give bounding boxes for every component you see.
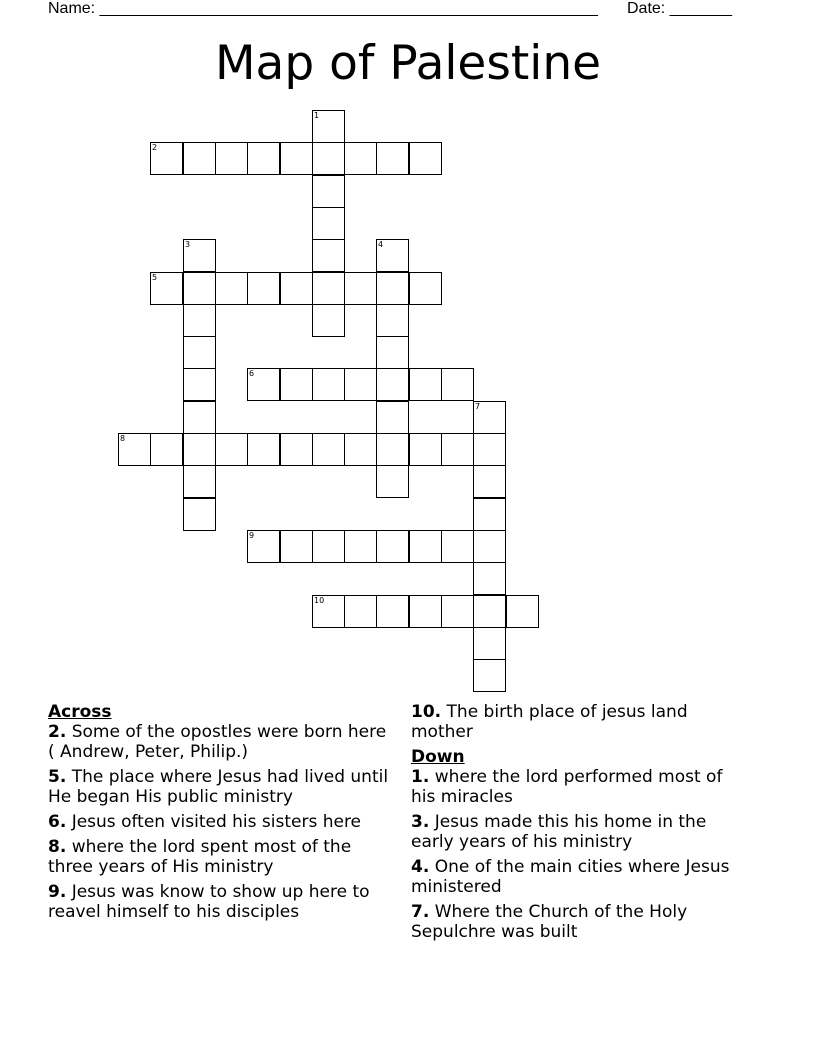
- crossword-cell[interactable]: [183, 142, 216, 175]
- clue-text: where the lord performed most of his miracles: [411, 767, 723, 807]
- clue-across-10: [411, 702, 751, 742]
- crossword-cell[interactable]: [312, 272, 345, 305]
- crossword-cell[interactable]: [344, 433, 377, 466]
- crossword-cell[interactable]: [344, 272, 377, 305]
- clue-down-7: [411, 902, 751, 942]
- crossword-cell[interactable]: [183, 272, 216, 305]
- clue-number: 7.: [411, 902, 430, 922]
- crossword-cell[interactable]: [409, 142, 442, 175]
- crossword-cell[interactable]: [183, 401, 216, 434]
- cell-number: 6: [249, 369, 255, 378]
- clue-text: One of the main cities where Jesus ministered: [411, 857, 730, 897]
- clue-down-1: [411, 767, 751, 807]
- clue-number: 10.: [411, 702, 442, 722]
- clue-across-6: [48, 812, 393, 832]
- crossword-cell[interactable]: [376, 368, 409, 401]
- crossword-cell[interactable]: [312, 433, 345, 466]
- crossword-cell[interactable]: [183, 304, 216, 337]
- crossword-cell[interactable]: [473, 465, 506, 498]
- clue-number: 4.: [411, 857, 430, 877]
- crossword-cell[interactable]: [247, 142, 280, 175]
- crossword-cell[interactable]: [409, 272, 442, 305]
- crossword-cell[interactable]: [409, 530, 442, 563]
- crossword-cell[interactable]: [312, 110, 345, 143]
- crossword-cell[interactable]: [376, 401, 409, 434]
- crossword-cell[interactable]: [312, 142, 345, 175]
- clue-text: The place where Jesus had lived until He began His public ministry: [48, 767, 389, 807]
- across-heading: Across: [48, 702, 112, 722]
- crossword-cell[interactable]: [183, 368, 216, 401]
- clue-down-3: [411, 812, 751, 852]
- crossword-cell[interactable]: [376, 304, 409, 337]
- cell-number: 2: [152, 143, 158, 152]
- crossword-cell[interactable]: [473, 562, 506, 595]
- clue-number: 1.: [411, 767, 430, 787]
- crossword-cell[interactable]: [215, 433, 248, 466]
- crossword-cell[interactable]: [441, 433, 474, 466]
- crossword-cell[interactable]: [312, 530, 345, 563]
- crossword-cell[interactable]: [376, 272, 409, 305]
- crossword-cell[interactable]: [409, 595, 442, 628]
- crossword-cell[interactable]: [312, 595, 345, 628]
- clue-number: 6.: [48, 812, 67, 832]
- cell-number: 1: [314, 111, 320, 120]
- crossword-cell[interactable]: [376, 595, 409, 628]
- clue-number: 2.: [48, 722, 67, 742]
- cell-number: 3: [185, 240, 191, 249]
- crossword-cell[interactable]: [441, 530, 474, 563]
- crossword-cell[interactable]: [473, 498, 506, 531]
- crossword-cell[interactable]: [344, 368, 377, 401]
- cell-number: 5: [152, 273, 158, 282]
- crossword-cell[interactable]: [376, 530, 409, 563]
- crossword-cell[interactable]: [215, 142, 248, 175]
- crossword-cell[interactable]: [150, 272, 183, 305]
- crossword-cell[interactable]: [441, 368, 474, 401]
- crossword-cell[interactable]: [344, 530, 377, 563]
- crossword-cell[interactable]: [473, 433, 506, 466]
- crossword-cell[interactable]: [473, 530, 506, 563]
- clue-text: where the lord spent most of the three years of His ministry: [48, 837, 352, 877]
- clues-right-column: [411, 702, 751, 947]
- clue-text: Some of the opostles were born here ( Andrew, Peter, Philip.): [48, 722, 387, 762]
- crossword-cell[interactable]: [183, 336, 216, 369]
- crossword-cell[interactable]: [312, 304, 345, 337]
- crossword-cell[interactable]: [473, 659, 506, 692]
- crossword-cell[interactable]: [280, 142, 313, 175]
- clue-number: 5.: [48, 767, 67, 787]
- clue-number: 8.: [48, 837, 67, 857]
- page-title: Map of Palestine: [214, 36, 602, 91]
- crossword-cell[interactable]: [344, 595, 377, 628]
- crossword-cell[interactable]: [344, 142, 377, 175]
- cell-number: 10: [314, 596, 325, 605]
- crossword-cell[interactable]: [280, 530, 313, 563]
- crossword-cell[interactable]: [247, 272, 280, 305]
- crossword-cell[interactable]: [376, 433, 409, 466]
- clue-across-5: [48, 767, 393, 807]
- clue-text: Where the Church of the Holy Sepulchre was built: [411, 902, 688, 942]
- clue-down-4: [411, 857, 751, 897]
- clue-across-9: [48, 882, 393, 922]
- crossword-cell[interactable]: [312, 207, 345, 240]
- crossword-cell[interactable]: [376, 239, 409, 272]
- clue-text: The birth place of jesus land mother: [411, 702, 688, 742]
- clue-number: 3.: [411, 812, 430, 832]
- down-heading: Down: [411, 747, 465, 767]
- crossword-cell[interactable]: [183, 498, 216, 531]
- crossword-cell[interactable]: [183, 239, 216, 272]
- clue-number: 9.: [48, 882, 67, 902]
- crossword-cell[interactable]: [506, 595, 539, 628]
- crossword-cell[interactable]: [473, 595, 506, 628]
- crossword-cell[interactable]: [312, 368, 345, 401]
- cell-number: 8: [120, 434, 126, 443]
- crossword-cell[interactable]: [247, 368, 280, 401]
- clue-text: Jesus often visited his sisters here: [71, 812, 362, 832]
- cell-number: 4: [378, 240, 384, 249]
- crossword-cell[interactable]: [312, 239, 345, 272]
- crossword-cell[interactable]: [150, 142, 183, 175]
- crossword-cell[interactable]: [312, 175, 345, 208]
- cell-number: 9: [249, 531, 255, 540]
- crossword-cell[interactable]: [376, 336, 409, 369]
- crossword-cell[interactable]: [409, 368, 442, 401]
- crossword-cell[interactable]: [376, 465, 409, 498]
- crossword-cell[interactable]: [150, 433, 183, 466]
- name-field-line: Name: ________________________________________________________: [48, 0, 598, 17]
- crossword-cell[interactable]: [473, 627, 506, 660]
- date-field-line: Date: _______: [627, 0, 732, 17]
- clue-across-8: [48, 837, 393, 877]
- crossword-cell[interactable]: [280, 433, 313, 466]
- clue-across-2: [48, 722, 393, 762]
- cell-number: 7: [475, 402, 481, 411]
- crossword-cell[interactable]: [183, 465, 216, 498]
- crossword-cell[interactable]: [280, 272, 313, 305]
- crossword-cell[interactable]: [215, 272, 248, 305]
- crossword-cell[interactable]: [280, 368, 313, 401]
- crossword-cell[interactable]: [118, 433, 151, 466]
- crossword-cell[interactable]: [247, 433, 280, 466]
- clue-text: Jesus made this his home in the early years of his ministry: [411, 812, 707, 852]
- crossword-cell[interactable]: [409, 433, 442, 466]
- crossword-cell[interactable]: [441, 595, 474, 628]
- crossword-cell[interactable]: [473, 401, 506, 434]
- clue-text: Jesus was know to show up here to reavel himself to his disciples: [48, 882, 370, 922]
- crossword-cell[interactable]: [247, 530, 280, 563]
- crossword-cell[interactable]: [183, 433, 216, 466]
- crossword-cell[interactable]: [376, 142, 409, 175]
- clues-left-column: [48, 702, 393, 927]
